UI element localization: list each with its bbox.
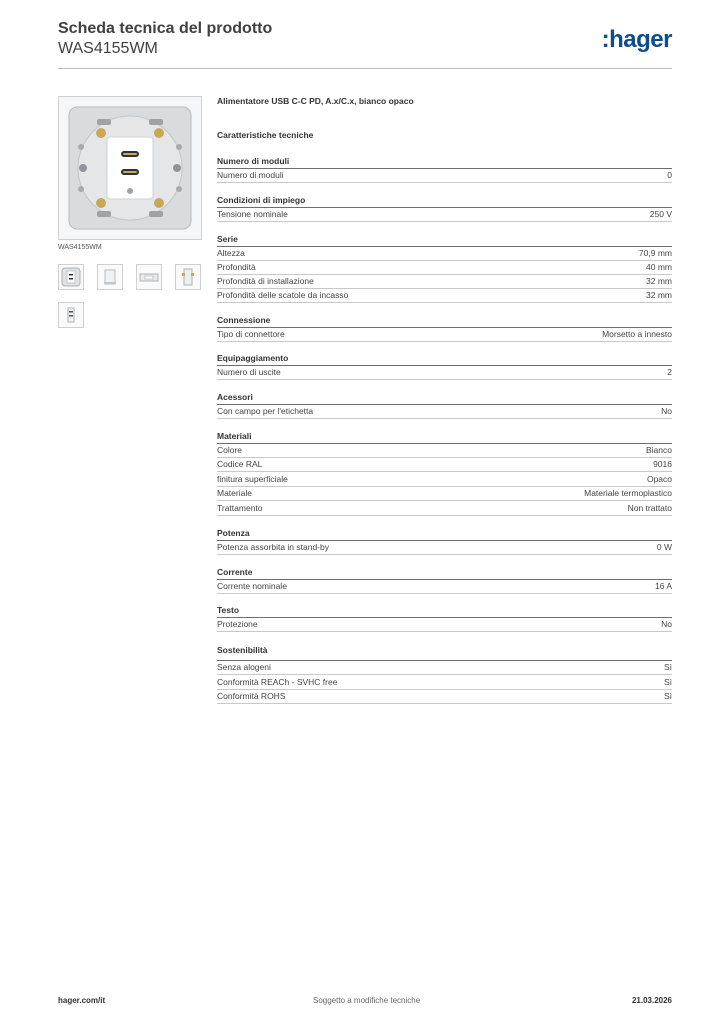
thumbnail-angle[interactable] [175, 264, 201, 290]
spec-row [217, 690, 672, 704]
spec-value: 2 [667, 367, 672, 377]
group-title-testo: Testo [217, 605, 240, 615]
spec-label: Profondità delle scatole da incasso [217, 290, 349, 300]
spec-row [217, 473, 672, 487]
thumbnail-front[interactable] [58, 264, 84, 290]
spec-value: Non trattato [627, 503, 672, 513]
thumbnail-detail[interactable] [58, 302, 84, 328]
spec-label: Conformità REACh - SVHC free [217, 677, 338, 687]
spec-row [217, 618, 672, 632]
spec-value: 250 V [649, 209, 672, 219]
spec-row [217, 405, 672, 419]
thumbnail-side[interactable] [97, 264, 123, 290]
spec-label: Numero di moduli [217, 170, 284, 180]
spec-value: 16 A [654, 581, 672, 591]
spec-value: No [661, 406, 672, 416]
spec-row [217, 328, 672, 342]
spec-row [217, 661, 672, 675]
footer-website-link[interactable]: hager.com/it [58, 996, 106, 1005]
spec-row [217, 275, 672, 289]
spec-value: 32 mm [646, 290, 672, 300]
spec-value: Sì [663, 691, 672, 701]
hager-logo: :hager [601, 26, 672, 53]
group-title-numero-di-moduli: Numero di moduli [217, 156, 290, 166]
spec-label: Colore [217, 445, 243, 455]
spec-value: Bianco [646, 445, 672, 455]
spec-value: 70,9 mm [638, 248, 672, 258]
spec-value: Opaco [646, 474, 672, 484]
spec-value: Materiale termoplastico [584, 488, 672, 498]
spec-label: Potenza assorbita in stand-by [217, 542, 329, 552]
footer-date: 21.03.2026 [631, 996, 672, 1005]
spec-row [217, 676, 672, 690]
spec-value: No [661, 619, 672, 629]
spec-value: 9016 [653, 459, 672, 469]
spec-label: Profondità di installazione [217, 276, 314, 286]
spec-row [217, 541, 672, 555]
spec-row [217, 458, 672, 472]
page-title: Scheda tecnica del prodotto [58, 20, 273, 37]
spec-label: Conformità ROHS [217, 691, 286, 701]
group-title-potenza: Potenza [217, 528, 250, 538]
group-title-equipaggiamento: Equipaggiamento [217, 353, 289, 363]
group-title-serie: Serie [217, 234, 238, 244]
spec-row [217, 247, 672, 261]
section-title: Caratteristiche tecniche [217, 130, 314, 140]
page-footer [58, 996, 672, 1010]
spec-row [217, 208, 672, 222]
product-main-image[interactable] [58, 96, 202, 240]
spec-value: 0 [667, 170, 672, 180]
spec-row [217, 502, 672, 516]
spec-label: Trattamento [217, 503, 263, 513]
spec-label: Altezza [217, 248, 245, 258]
group-title-connessione: Connessione [217, 315, 271, 325]
spec-label: Codice RAL [217, 459, 263, 469]
logo-text: hager [609, 26, 672, 53]
spec-label: Protezione [217, 619, 258, 629]
spec-value: Sì [663, 662, 672, 672]
spec-value: Sì [663, 677, 672, 687]
page-header [58, 20, 672, 68]
group-title-corrente: Corrente [217, 567, 253, 577]
spec-label: Numero di uscite [217, 367, 281, 377]
product-code: WAS4155WM [58, 40, 158, 57]
group-title-materiali: Materiali [217, 431, 252, 441]
spec-value: 0 W [656, 542, 672, 552]
spec-label: Con campo per l'etichetta [217, 406, 314, 416]
spec-value: 32 mm [646, 276, 672, 286]
spec-label: Senza alogeni [217, 662, 271, 672]
spec-row [217, 261, 672, 275]
spec-row [217, 289, 672, 303]
spec-row [217, 444, 672, 458]
spec-label: Materiale [217, 488, 252, 498]
group-title-acessori: Acessori [217, 392, 253, 402]
thumbnail-top[interactable] [136, 264, 162, 290]
group-title-sostenibilita: Sostenibilità [217, 645, 268, 655]
spec-value: 40 mm [646, 262, 672, 272]
product-name: Alimentatore USB C-C PD, A.x/C.x, bianco opaco [217, 96, 414, 106]
spec-label: Corrente nominale [217, 581, 287, 591]
spec-value: Morsetto a innesto [602, 329, 672, 339]
header-divider [58, 68, 672, 69]
spec-label: Tipo di connettore [217, 329, 285, 339]
spec-row [217, 487, 672, 501]
spec-label: Tensione nominale [217, 209, 288, 219]
spec-label: Profondità [217, 262, 256, 272]
footer-notice: Soggetto a modifiche tecniche [313, 996, 421, 1005]
group-title-condizioni-di-impiego: Condizioni di impiego [217, 195, 306, 205]
spec-row [217, 580, 672, 594]
spec-label: finitura superficiale [217, 474, 288, 484]
spec-row [217, 366, 672, 380]
spec-row [217, 169, 672, 183]
image-caption: WAS4155WM [58, 244, 102, 251]
